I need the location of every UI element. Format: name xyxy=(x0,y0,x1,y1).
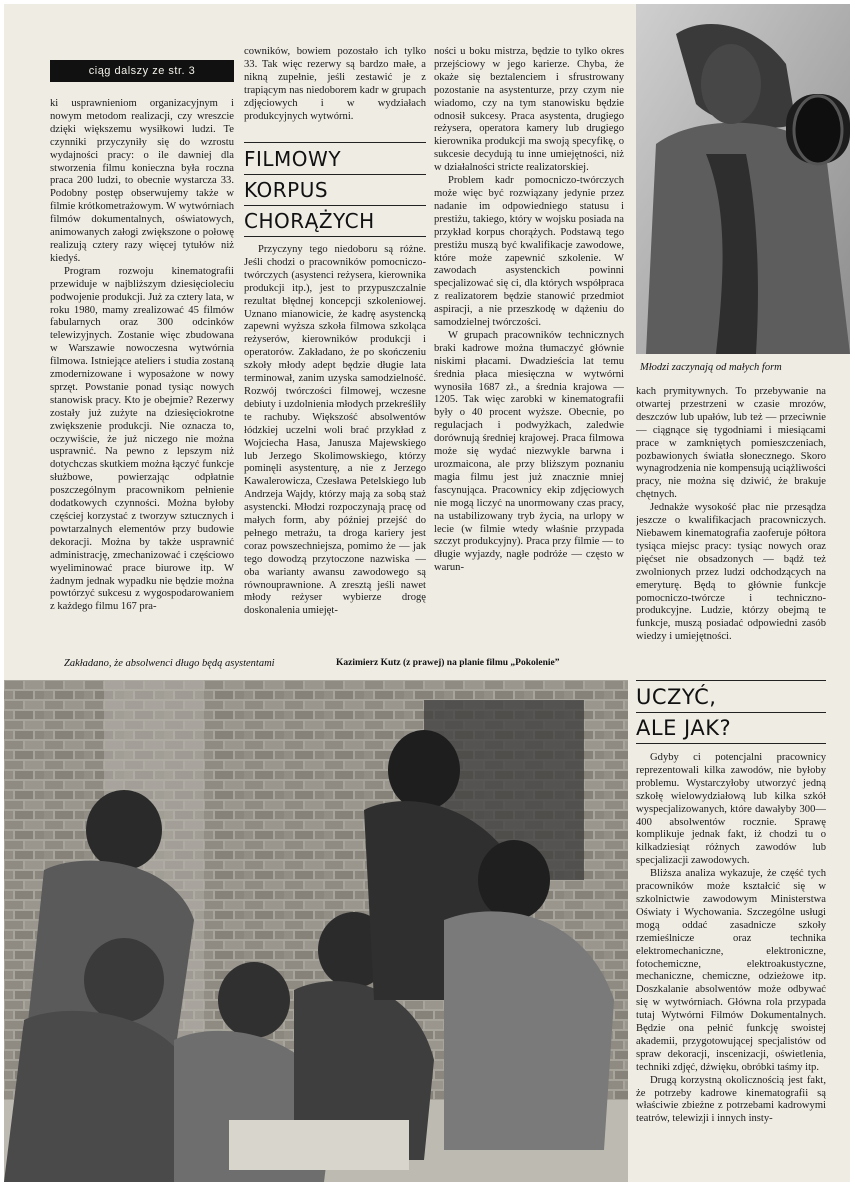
headline-line: ALE JAK? xyxy=(636,713,826,744)
column-4-bottom xyxy=(636,752,826,1150)
photo-film-crew-image xyxy=(4,680,628,1182)
headline-line: KORPUS xyxy=(244,175,426,206)
headline-line: UCZYĆ, xyxy=(636,682,826,713)
col4-paragraph: Bliższa analiza wykazuje, że część tych pracowników może kształcić się w szkolnictwie zawodowym Ministerstwa Oświaty i Wychowania. Szczególne usługi mogą oddać zasadnicze szkoły rzemieślnicze oraz technika elektromechaniczne, elektroniczne, fotochemiczne, elektroakustyczne, mechaniczne, chemiczne, odzieżowe itp. Doszkalanie absolwentów może odbywać się w wytwórniach. Główna rola przypada tutaj Wytwórni Filmów Dokumentalnych. Będzie ona pełnić funkcję swoistej akademii, przygotowującej specjalistów od spraw dekoracji, inscenizacji, oświetlenia, techniki zdjęć, dźwięku, obróbki taśmy itp. xyxy=(636,868,826,1073)
column-2-top xyxy=(244,46,426,138)
column-4-top xyxy=(636,386,826,678)
column-1 xyxy=(50,98,234,650)
col3-paragraph: ności u boku mistrza, będzie to tylko okres przejściowy w jego karierze. Chyba, że okaże się beztalenciem i sfrustrowany pozostanie na asystenturze, przy czym nie wiadomo, czy na tym stanowisku będzie odnosił sukcesy. Praca asystenta, drugiego reżysera, operatora kamery lub drugiego kierownika produkcji ma swoją specyfikę, o sukcesie decydują tu inne umiejętności, niż w działalności stricte realizatorskiej. xyxy=(434,46,624,174)
col4-paragraph: Jednakże wysokość płac nie przesądza jeszcze o kwalifikacjach pracowniczych. Niebawem kinematografia zaoferuje półtora tysiąca miejsc pracy: tysiąc nowych oraz pięćset nie obsadzonych — bądź też zwolnionych przez ludzi odchodzących na emeryturę. Będą to głównie funkcje pomocniczo-twórcze i techniczno-produkcyjne. Ludzie, którzy obejmą te funkcje, muszą posiadać odpowiedni zasób wiedzy i umiejętności. xyxy=(636,502,826,643)
photo-young-director-image xyxy=(636,4,850,354)
col4-paragraph: Gdyby ci potencjalni pracownicy reprezentowali kilka zawodów, nie byłoby problemu. Wystarczyłoby utworzyć jedną szkołę wielowydziałową lub kilka szkół wyspecjalizowanych, które dawałyby 300—400 absolwentów rocznie. Sprawę komplikuje jednak fakt, iż chodzi tu o kilkadziesiąt różnych zawodów lub specjalizacji zawodowych. xyxy=(636,752,826,867)
photo-film-crew xyxy=(4,680,628,1182)
column-2-body xyxy=(244,244,426,650)
col3-paragraph: W grupach pracowników technicznych braki kadrowe można tłumaczyć głównie niskimi płacami. Dwadzieścia lat temu średnia płaca miesięczna w wytwórni wynosiła 1687 zł., a średnia krajowa — 1205. Tak więc zarobki w kinematografii były o 40 procent wyższe. Obecnie, po regulacjach i podwyżkach, zaledwie dorównują średniej krajowej. Praca filmowa może się wydać niezwykle barwna i urozmaicona, ale przy bliższym poznaniu magia filmu jest już znacznie mniej fascynująca. Pracownicy ekip zdjęciowych nie mogą liczyć na unormowany czas pracy, na ustabilizowany tryb życia, na urlopy w lecie (w filmie wtedy właśnie przypada szczyt produkcyjny). Praca przy filmie — to długie wyjazdy, nagłe podróże — często w warun- xyxy=(434,329,624,574)
headline-uczyc-ale-jak xyxy=(636,682,826,744)
col2-body-paragraph: Przyczyny tego niedoboru są różne. Jeśli chodzi o pracowników pomocniczo-twórczych (asystenci reżysera, kierownika produkcji itp.), jest to przypuszczalnie rezultat błędnej koncepcji szkoleniowej. Uznano mianowicie, że kadrę asystencką zapewni wyższa szkoła filmowa szkoląca reżyserów, kierowników produkcji i operatorów. Zakładano, że po skończeniu szkoły młody adept będzie długie lata terminował, zanim uzyska samodzielność. Rozwój twórczości filmowej, wczesne debiuty i uzdolnienia młodych przekreśliły te rachuby. Większość absolwentów łódzkiej uczelni woli brać przykład z Wojciecha Hasa, Janusza Majewskiego lub Jerzego Skolimowskiego, którzy pominęli asystenturę, a nie z Jerzego Kawalerowicza, Czesława Petelskiego lub Andrzeja Wajdy, którzy mają za sobą staż asystencki. Młodzi rozpoczynają pracę od małych form, aby później przejść do pełnego metrażu, ta droga kariery jest coraz powszechniejsza, pomimo że — jak tego dowodzą przytoczone nazwiska — oba warianty awansu zawodowego są równouprawnione. A zresztą jeśli nawet młody reżyser wybierze drogę doskonalenia umiejęt- xyxy=(244,244,426,617)
headline-top-rule xyxy=(244,142,426,143)
caption-left: Zakładano, że absolwenci długo będą asystentami xyxy=(64,658,275,669)
col3-paragraph: Problem kadr pomocniczo-twórczych może więc być rozwiązany jedynie przez nadanie im odpowiedniego statusu i prestiżu, takiego, który w wojsku posiada na przykład korpus chorążych. Podstawą tego prestiżu muszą być kwalifikacje zawodowe, które może zapewnić szkolenie. W zawodach asystenckich powinni specjalizować się ci, dla których współpraca z realizatorem będzie stanowić przedmiot aspiracji, a nie przeszkodę w dążeniu do samodzielnej twórczości. xyxy=(434,175,624,329)
caption-top-photo: Młodzi zaczynają od małych form xyxy=(640,362,782,373)
caption-right: Kazimierz Kutz (z prawej) na planie filmu „Pokolenie” xyxy=(336,658,560,668)
col1-paragraph: ki usprawnieniom organizacyjnym i nowym metodom realizacji, czy wreszcie dzięki większemu wysiłkowi ludzi. Te czynniki przyczyniły się do wzrostu wydajności pracy: o ile dawniej dla stworzenia filmu konieczna była roczna praca 200 ludzi, to obecnie wystarcza 33. Podobny postęp obserwujemy także w filmie krótkometrażowym. W wytwórniach filmów dokumentalnych, oświatowych, animowanych załogi zwiększone o połowę realizują cztery razy więcej tytułów niż kiedyś. xyxy=(50,98,234,264)
continued-label: ciąg dalszy ze str. 3 xyxy=(50,60,234,82)
headline2-top-rule xyxy=(636,680,826,681)
magazine-page xyxy=(4,4,850,1182)
col2-top-paragraph: cowników, bowiem pozostało ich tylko 33. Tak więc rezerwy są bardzo małe, a nikną zupełnie, jeśli zestawić je z trapiącym nas niedoborem kadr w grupach zdjęciowych i w wydziałach produkcyjnych wytwórni. xyxy=(244,46,426,122)
column-3 xyxy=(434,46,624,650)
col4-paragraph: kach prymitywnych. To przebywanie na otwartej przestrzeni w czasie mrozów, deszczów lub upałów, lub też — przeciwnie — ciągnące się tygodniami i miesiącami prace w zamkniętych pomieszczeniach, pozbawionych światła słonecznego. Skoro wynagrodzenia nie kompensują uciążliwości pracy, nie można się dziwić, że brakuje chętnych. xyxy=(636,386,826,501)
headline-line: CHORĄŻYCH xyxy=(244,206,426,237)
headline-filmowy-korpus xyxy=(244,144,426,237)
headline-line: FILMOWY xyxy=(244,144,426,175)
col4-paragraph: Drugą korzystną okolicznością jest fakt, że potrzeby kadrowe kinematografii są właściwie zbieżne z potrzebami kadrowymi teatrów, telewizji i innych insty- xyxy=(636,1074,826,1125)
col1-paragraph: Program rozwoju kinematografii przewiduje w najbliższym dziesięcioleciu podwojenie produkcji. Już za cztery lata, w roku 1980, mamy zrealizować 45 filmów fabularnych oraz 300 odcinków telewizyjnych. Zostanie więc zbudowana w Warszawie nowoczesna wytwórnia filmowa. Istniejące ateliers i studia zostaną zmodernizowane i wyposażone w nowy sprzęt. Powstanie ponad tysiąc nowych stanowisk pracy. Kto je obejmie? Rezerwy zostały już zużyte na dziesięciokrotne zwiększenie produkcji. Nie oznacza to, oczywiście, że już niczego nie można usprawnić. Na pewno z lepszym niż dotychczas skutkiem można łączyć funkcje służbowe, powierzając odpłatnie poszczególnym pracownikom pełnienie dodatkowych czynności. Można byłoby częściej korzystać z tworzyw sztucznych i powtarzalnych elementów przy budowie dekoracji. Można by także usprawnić administrację, zmechanizować i częściowo wyeliminować prace biurowe itp. W żadnym jednak wypadku nie będzie można powtórzyć sukcesu z wygospodarowaniem z każdego filmu 167 pra- xyxy=(50,265,234,613)
photo-young-director xyxy=(636,4,850,354)
